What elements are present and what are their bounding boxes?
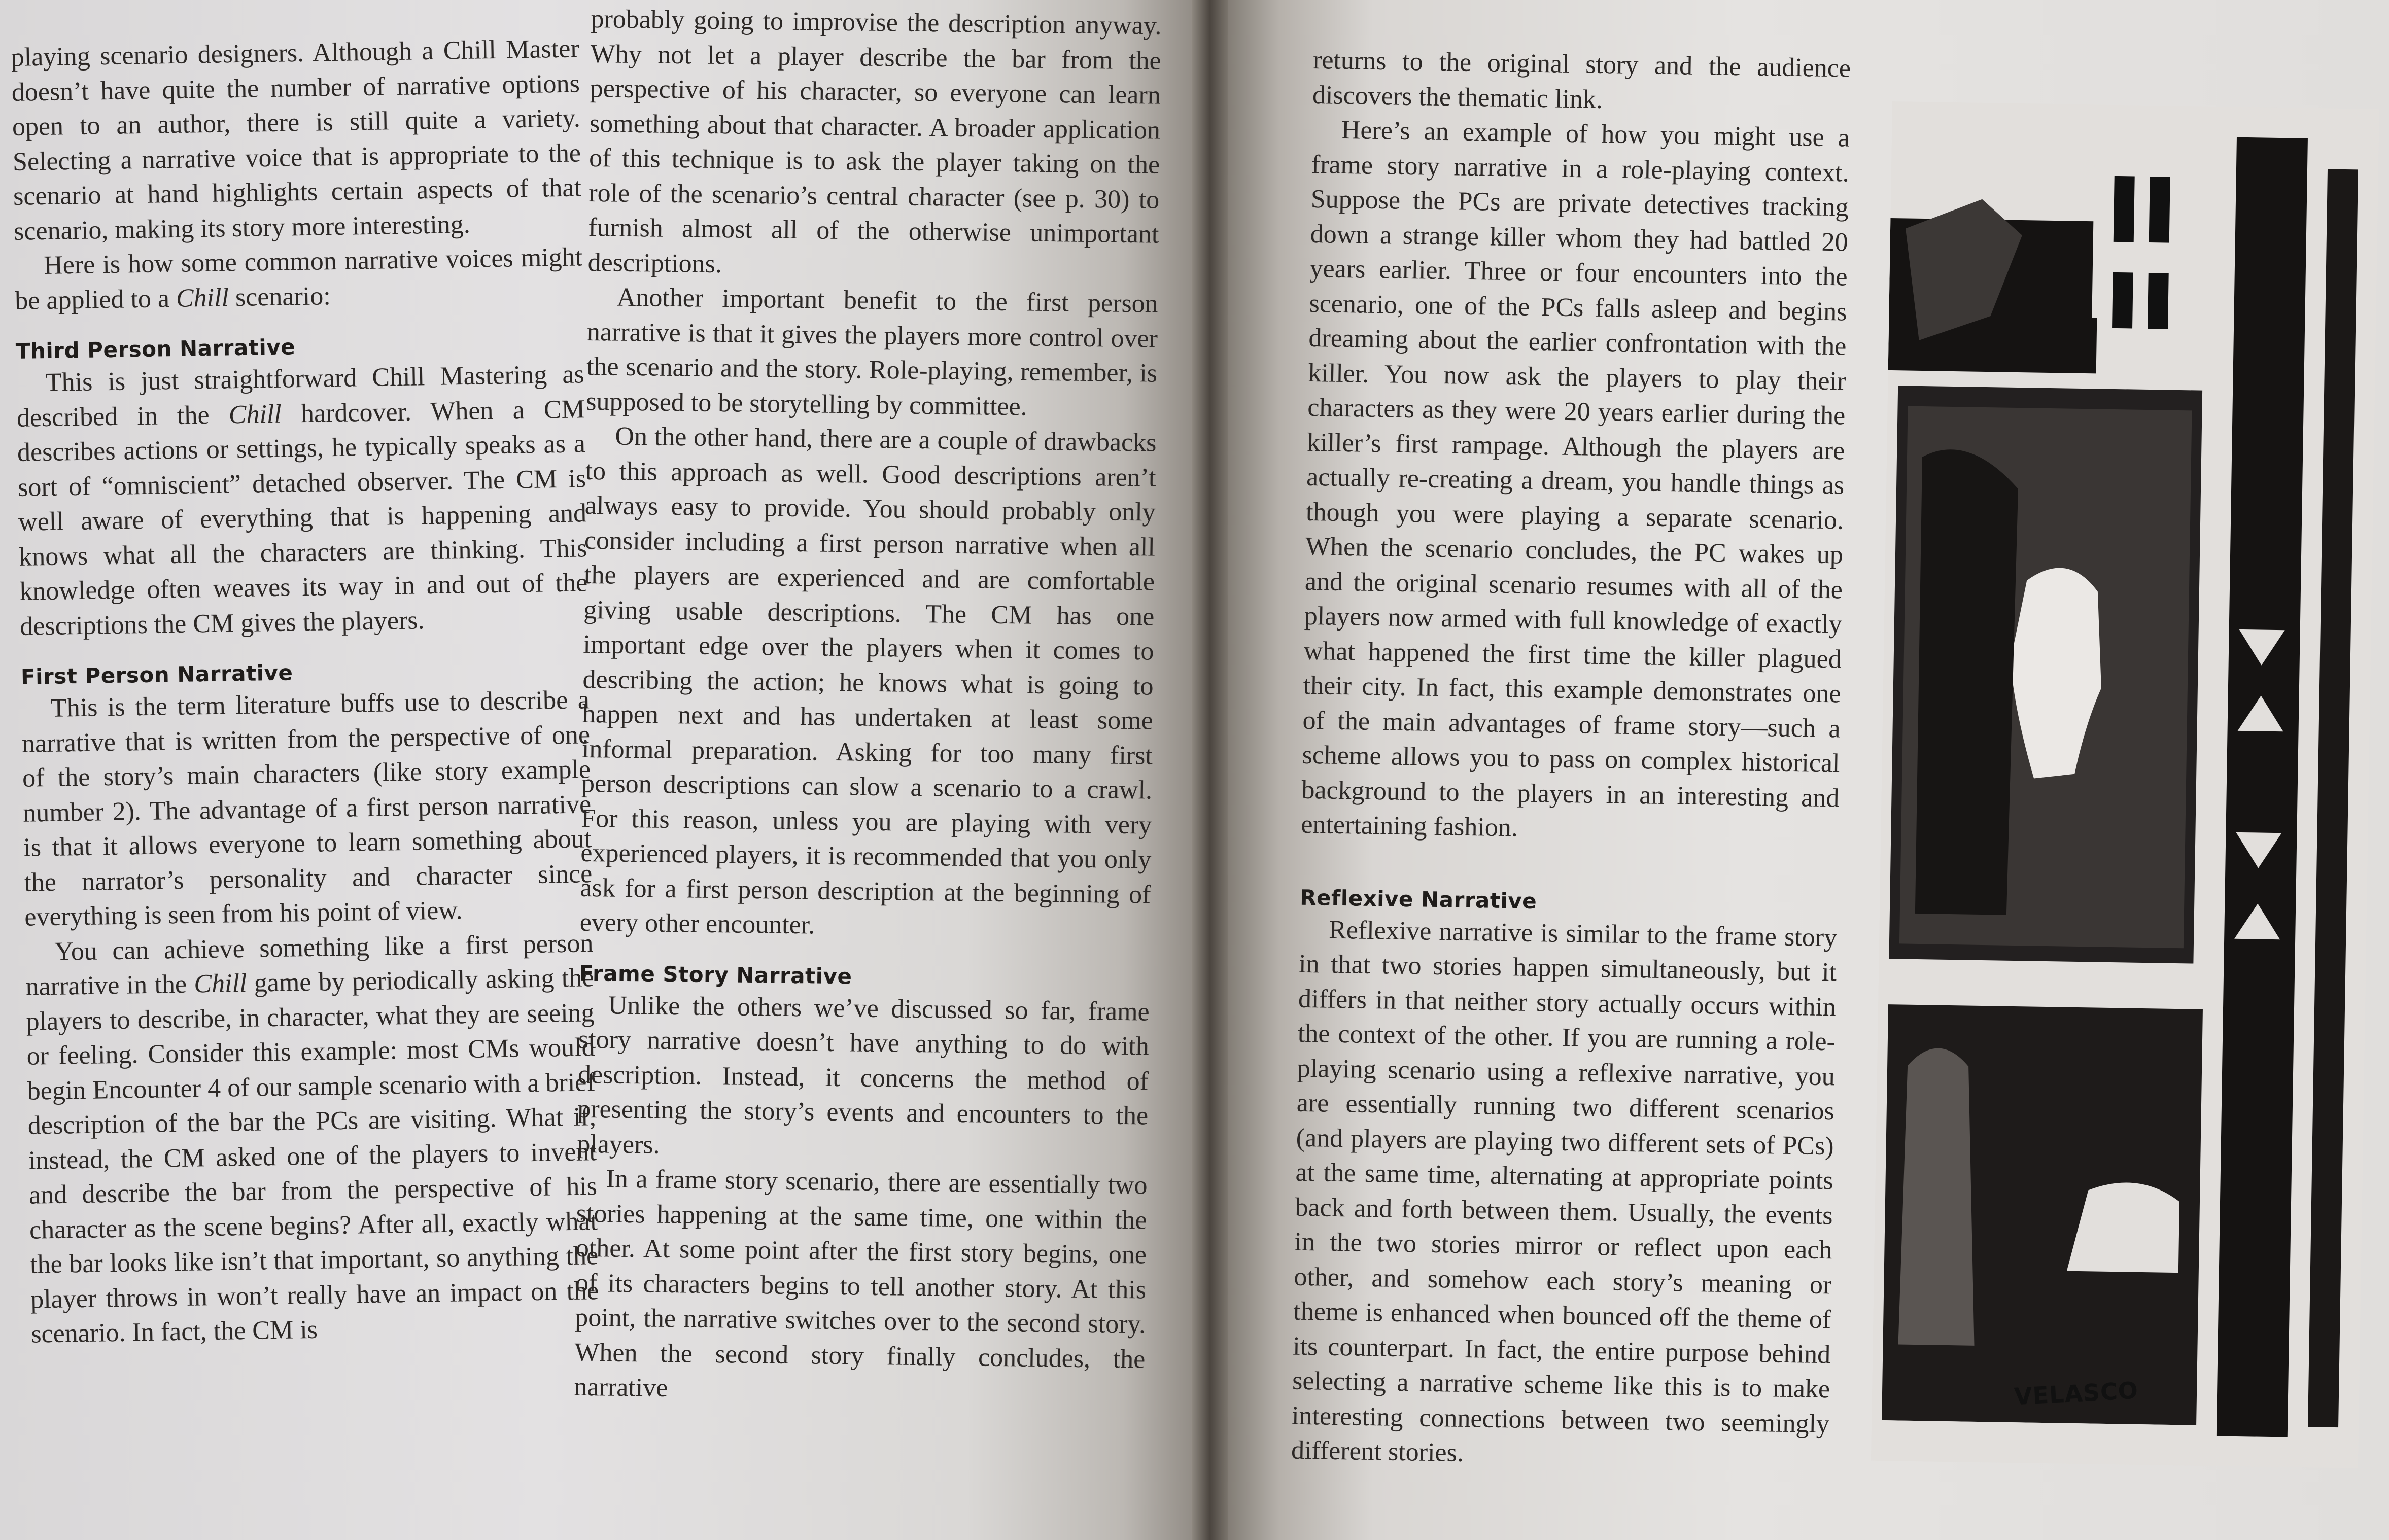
paragraph: On the other hand, there are a couple of drawbacks to this approach as well. Good descriptions aren’t always easy to provide. You should probably only consider including a first person narrative when all the players are experienced and are comfortable giving usable descriptions. The CM has one important edge over the players when it comes to describing the action; he knows what is going to happen next and has undertaken at least some informal preparation. Asking for too many first person descriptions can slow a scenario to a crawl. For this reason, unless you are playing with very experienced players, it is recommended that you only ask for a first person description at the beginning of every other encounter.	[579, 422, 1157, 940]
right-column	[572, 0, 1162, 1540]
section-heading: Third Person Narrative	[15, 334, 296, 364]
illustration-art	[1871, 101, 2379, 1468]
text-column	[1289, 0, 1852, 1540]
paragraph: Here’s an example of how you might use a frame story narrative in a role-playing context. Suppose the PCs are private detectives tracking down a strange killer whom they had battled 20 years earlier. Three or four encounters into the scenario, one of the PCs falls asleep and begins dreaming about the earlier confrontation with the killer. You now ask the players to play their characters as they were 20 years earlier during the killer’s first rampage. Although the players are actually re-creating a dream, you handle things as though you were playing a separate scenario. When the scenario concludes, the PC wakes up and the original scenario resumes with all of the players now armed with full knowledge of exactly what happened the first time the killer plagued their city. In fact, this example demonstrates one of the main advantages of frame story—such a scheme allows you to pass on complex historical background to the players in an interesting and entertaining fashion.	[1301, 115, 1850, 843]
paragraph: returns to the original story and the audience discovers the thematic link.	[1312, 45, 1851, 114]
paragraph: Unlike the others we’ve discussed so far, frame story narrative doesn’t have anything to do with description. Instead, it concerns the method of presenting the story’s events and encounters to the players.	[577, 991, 1150, 1160]
paragraph: You can achieve something like a first person narrative in the Chill game by periodically asking the players to describe, in character, what they are seeing or feeling. Consider this example: most CMs would begin Encounter 4 of our sample scenario with a brief description of the bar the PCs are visiting. What if, instead, the CM asked one of the players to invent and describe the bar from the perspective of his character as the scene begins? After all, exactly what the bar looks like isn’t that important, so anything the player throws in won’t really have an impact on the scenario. In fact, the CM is	[25, 928, 599, 1349]
paragraph: This is just straightforward Chill Mastering as described in the Chill hardcover. When a CM describes actions or settings, he typically speaks as a sort of “omniscient” detached observer. The CM is well aware of everything that is happening and knows what all the characters are thinking. This knowledge often weaves its way in and out of the descriptions the CM gives the players.	[16, 360, 588, 641]
paragraph: In a frame story scenario, there are essentially two stories happening at the same time, one within the other. At some point after the first story begins, one of its characters begins to tell another story. At this point, the narrative switches over to the second story. When the second story finally concludes, the narrative	[574, 1164, 1148, 1403]
paragraph: playing scenario designers. Although a Chill Master doesn’t have quite the number of narrative options open to an author, there is still quite a variety. Selecting a narrative voice that is appropriate to the scenario at hand highlights certain aspects of that scenario, making its story more interesting.	[11, 34, 582, 246]
book-spine	[1192, 0, 1228, 1540]
left-column	[10, 0, 603, 1540]
woodcut-illustration	[1871, 101, 2379, 1468]
section-heading: Frame Story Narrative	[579, 960, 852, 989]
paragraph: Another important benefit to the first person narrative is that it gives the players more control over the scenario and the story. Role-playing, remember, is supposed to be storytelling by committee.	[585, 283, 1159, 422]
paragraph: This is the term literature buffs use to describe a narrative that is written from the perspective of one of the story’s main characters (like story example number 2). The advantage of a first person narrative is that it allows everyone to learn something about the narrator’s personality and character since everything is seen from his point of view.	[21, 685, 593, 932]
artist-signature: VELASCO	[2013, 1376, 2139, 1411]
paragraph: Here is how some common narrative voices might be applied to a Chill scenario:	[14, 242, 583, 316]
section-heading: Reflexive Narrative	[1299, 885, 1537, 914]
section-heading: First Person Narrative	[20, 660, 293, 689]
right-page	[1207, 0, 2389, 1540]
paragraph: Reflexive narrative is similar to the frame story in that two stories happen simultaneously, but it differs in that neither story actually occurs within the context of the other. If you are running a role-playing scenario using a reflexive narrative, you are essentially running two different scenarios (and players are playing two different sets of PCs) at the same time, alternating at appropriate points back and forth between them. Usually, the events in the two stories mirror or reflect upon each other, and somehow each story’s meaning or theme is enhanced when bounced off the theme of its counterpart. In fact, the entire purpose behind selecting a narrative scheme like this is to make interesting connections between two seemingly different stories.	[1291, 915, 1838, 1467]
paragraph: probably going to improvise the description anyway. Why not let a player describe the bar from the perspective of his character, so everyone can learn something about that character. A broader application of this technique is to ask the player taking on the role of the scenario’s central character (see p. 30) to furnish almost all of the otherwise unimportant descriptions.	[587, 4, 1162, 278]
